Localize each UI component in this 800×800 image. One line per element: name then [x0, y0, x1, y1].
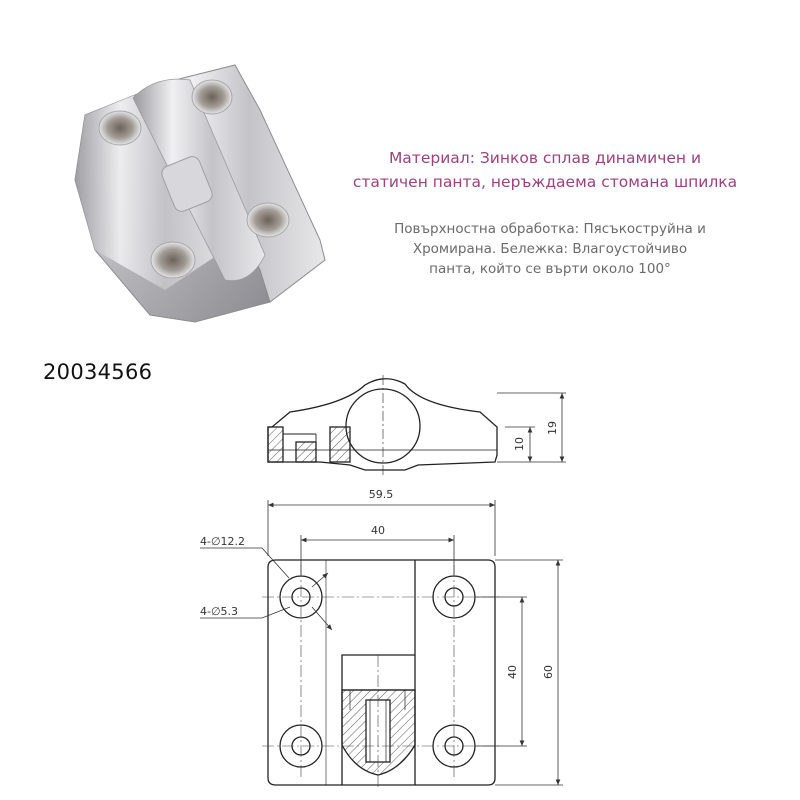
dim-hole-spacing-v: 40	[506, 665, 519, 679]
finish-line-2: Хромирана. Бележка: Влагоустойчиво	[412, 241, 688, 257]
plan-view	[268, 560, 495, 785]
side-view	[268, 375, 497, 478]
dim-height-total: 19	[546, 421, 559, 435]
part-number: 20034566	[43, 360, 153, 384]
dim-height-base: 10	[513, 437, 526, 451]
dim-hole-spacing-h: 40	[371, 524, 385, 537]
material-line-2: статичен панта, неръждаема стомана шпилка	[352, 173, 738, 191]
finish-line-1: Повърхностна обработка: Пясъкоструйна и	[394, 221, 706, 237]
dim-height-plan: 60	[542, 665, 555, 679]
plan-dimensions	[200, 500, 563, 785]
plan-centerlines	[262, 565, 500, 790]
material-description	[300, 146, 790, 194]
material-line-1: Материал: Зинков сплав динамичен и	[388, 149, 702, 167]
finish-line-3: панта, който се върти около 100°	[429, 261, 671, 277]
dim-counterbore: 4-∅12.2	[200, 535, 246, 548]
dim-width-total: 59.5	[368, 488, 394, 501]
finish-description	[340, 219, 760, 279]
side-view-dimensions	[497, 393, 566, 462]
dim-through-hole: 4-∅5.3	[200, 605, 239, 618]
